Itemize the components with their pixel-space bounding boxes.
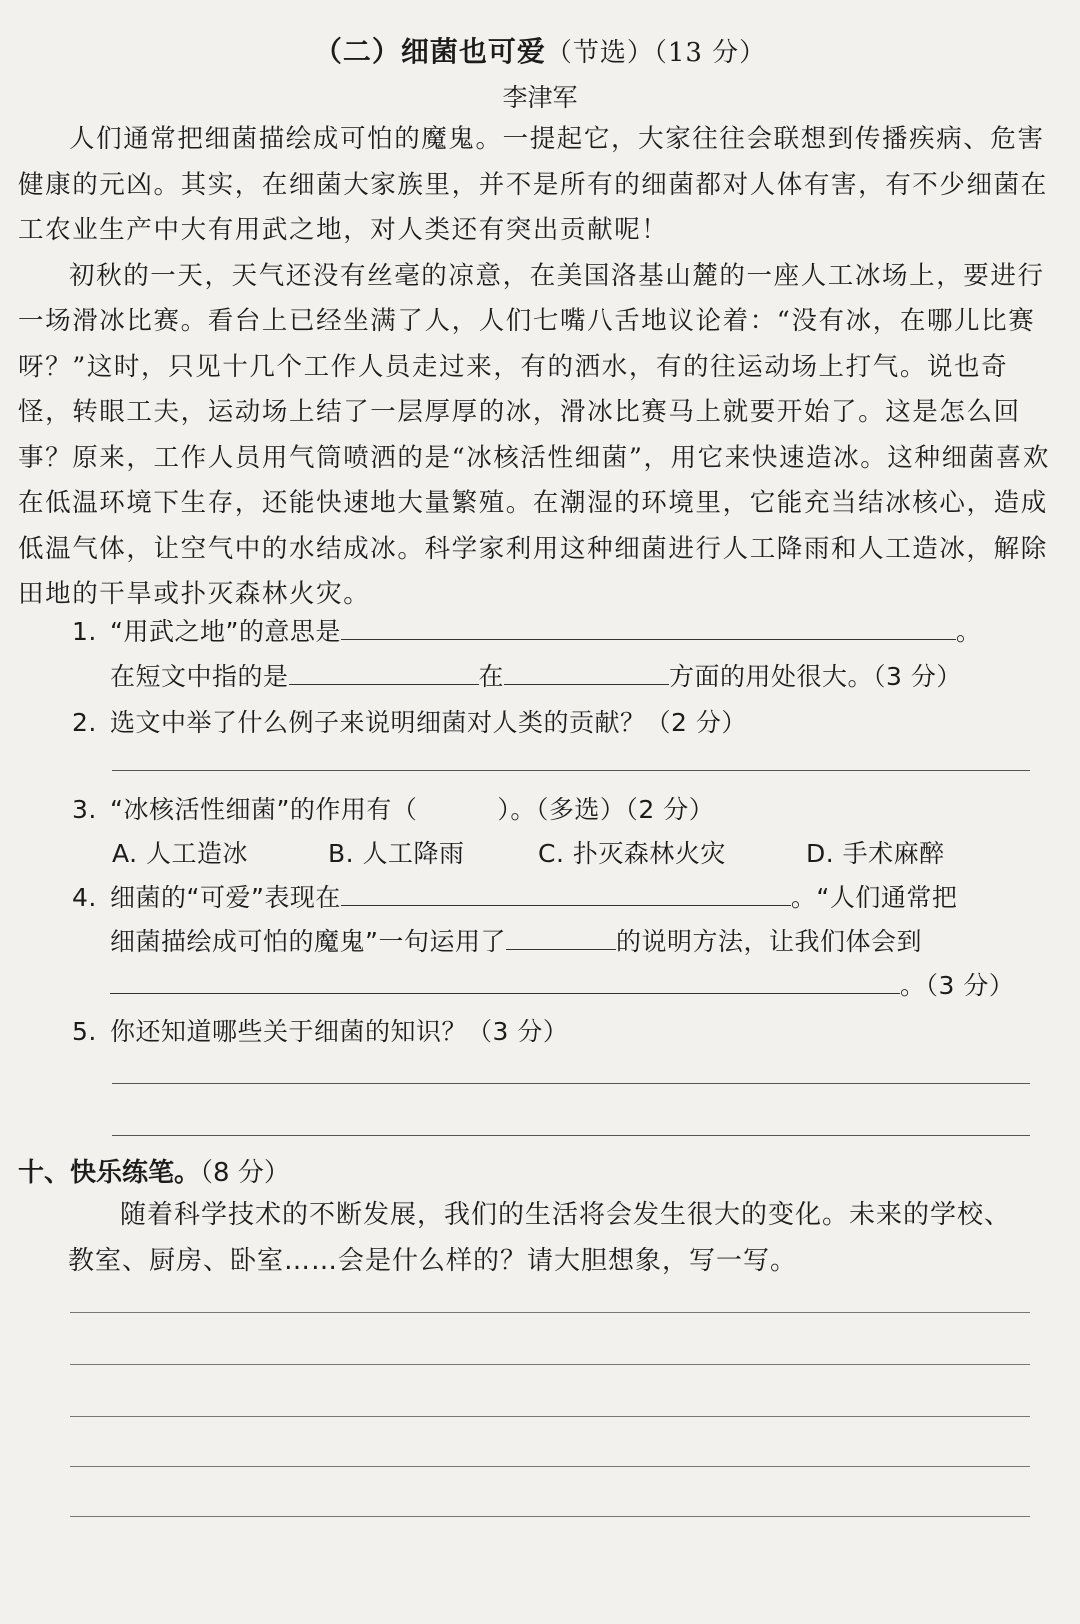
passage-body <box>18 117 1053 618</box>
question-1-blank-subject[interactable] <box>289 662 479 685</box>
question-4-line-2 <box>110 922 922 958</box>
question-3-options <box>112 834 945 870</box>
question-3-number: 3. <box>72 795 97 824</box>
section-10-title: 十、快乐练笔。 <box>18 1158 201 1188</box>
passage-author: 李津军 <box>502 83 578 112</box>
question-4-blank-cute[interactable] <box>341 883 791 906</box>
question-2-number: 2. <box>72 708 97 737</box>
section-10-prompt-text: 随着科学技术的不断发展，我们的生活将会发生很大的变化。未来的学校、教室、厨房、卧室……会是什么样的？请大胆想象，写一写。 <box>68 1200 1012 1276</box>
option-c[interactable]: C. 扑灭森林火灾 <box>538 839 726 868</box>
writing-line-5[interactable] <box>70 1516 1030 1517</box>
question-5-answer-line-1[interactable] <box>112 1083 1030 1084</box>
writing-line-2[interactable] <box>70 1364 1030 1365</box>
question-1-blank-meaning[interactable] <box>341 617 956 640</box>
section-10-points: （8 分） <box>200 1158 290 1188</box>
writing-line-1[interactable] <box>70 1312 1030 1313</box>
question-4-blank-feeling[interactable] <box>110 971 900 994</box>
question-5-answer-line-2[interactable] <box>112 1135 1030 1136</box>
question-5-number: 5. <box>72 1017 97 1046</box>
passage-title-sub: （节选）（13 分） <box>545 38 767 68</box>
question-4-text-b: 细菌描绘成可怕的魔鬼”一句运用了 <box>110 927 506 956</box>
writing-line-3[interactable] <box>70 1416 1030 1417</box>
writing-line-4[interactable] <box>70 1466 1030 1467</box>
question-1-blank-field[interactable] <box>504 662 669 685</box>
question-4-text-a2: 。“人们通常把 <box>790 883 958 912</box>
question-3 <box>72 790 714 826</box>
question-1-number: 1. <box>72 617 97 646</box>
option-d[interactable]: D. 手术麻醉 <box>806 839 945 868</box>
passage-title <box>0 30 1080 70</box>
question-5-text: 你还知道哪些关于细菌的知识？（3 分） <box>110 1017 569 1046</box>
section-10-prompt <box>68 1192 1028 1284</box>
question-4-text-a: 细菌的“可爱”表现在 <box>110 883 341 912</box>
question-5 <box>72 1012 568 1048</box>
section-10-heading <box>18 1152 290 1189</box>
question-4-text-c: 。（3 分） <box>900 971 1015 1000</box>
question-1-text-b: 在短文中指的是 <box>110 662 289 691</box>
option-a[interactable]: A. 人工造冰 <box>112 839 249 868</box>
option-b[interactable]: B. 人工降雨 <box>328 839 465 868</box>
question-4-text-b2: 的说明方法，让我们体会到 <box>615 927 922 956</box>
question-2-text: 选文中举了什么例子来说明细菌对人类的贡献？（2 分） <box>110 708 747 737</box>
question-4-line-3 <box>110 966 1014 1002</box>
question-1-line-1 <box>72 612 981 648</box>
question-1-text: “用武之地”的意思是 <box>110 617 341 646</box>
question-2-answer-line[interactable] <box>112 770 1030 771</box>
question-1-line-2 <box>110 657 962 693</box>
passage-paragraph-1: 人们通常把细菌描绘成可怕的魔鬼。一提起它，大家往往会联想到传播疾病、危害健康的元凶。其实，在细菌大家族里，并不是所有的细菌都对人体有害，有不少细菌在工农业生产中大有用武之地，对人类还有突出贡献呢！ <box>18 124 1048 245</box>
question-3-text-b: ）。（多选）（2 分） <box>497 795 715 824</box>
question-2 <box>72 703 747 739</box>
question-4-line-1 <box>72 878 957 914</box>
question-1-mid: 在 <box>478 662 505 691</box>
question-1-end: 。 <box>955 617 982 646</box>
passage-paragraph-2: 初秋的一天，天气还没有丝毫的凉意，在美国洛基山麓的一座人工冰场上，要进行一场滑冰比赛。看台上已经坐满了人，人们七嘴八舌地议论着：“没有冰，在哪儿比赛呀？”这时，只见十几个工作人员走过来，有的洒水，有的往运动场上打气。说也奇怪，转眼工夫，运动场上结了一层厚厚的冰，滑冰比赛马上就要开始了。这是怎么回事？原来，工作人员用气筒喷洒的是“冰核活性细菌”，用它来快速造冰。这种细菌喜欢在低温环境下生存，还能快速地大量繁殖。在潮湿的环境里，它能充当结冰核心，造成低温气体，让空气中的水结成冰。科学家利用这种细菌进行人工降雨和人工造冰，解除田地的干旱或扑灭森林火灾。 <box>18 260 1050 609</box>
question-1-text-b2: 方面的用处很大。（3 分） <box>669 662 962 691</box>
question-4-number: 4. <box>72 883 97 912</box>
passage-title-main: （二）细菌也可爱 <box>313 35 546 68</box>
question-3-text-a: “冰核活性细菌”的作用有（ <box>110 795 418 824</box>
question-4-blank-method[interactable] <box>506 927 616 950</box>
